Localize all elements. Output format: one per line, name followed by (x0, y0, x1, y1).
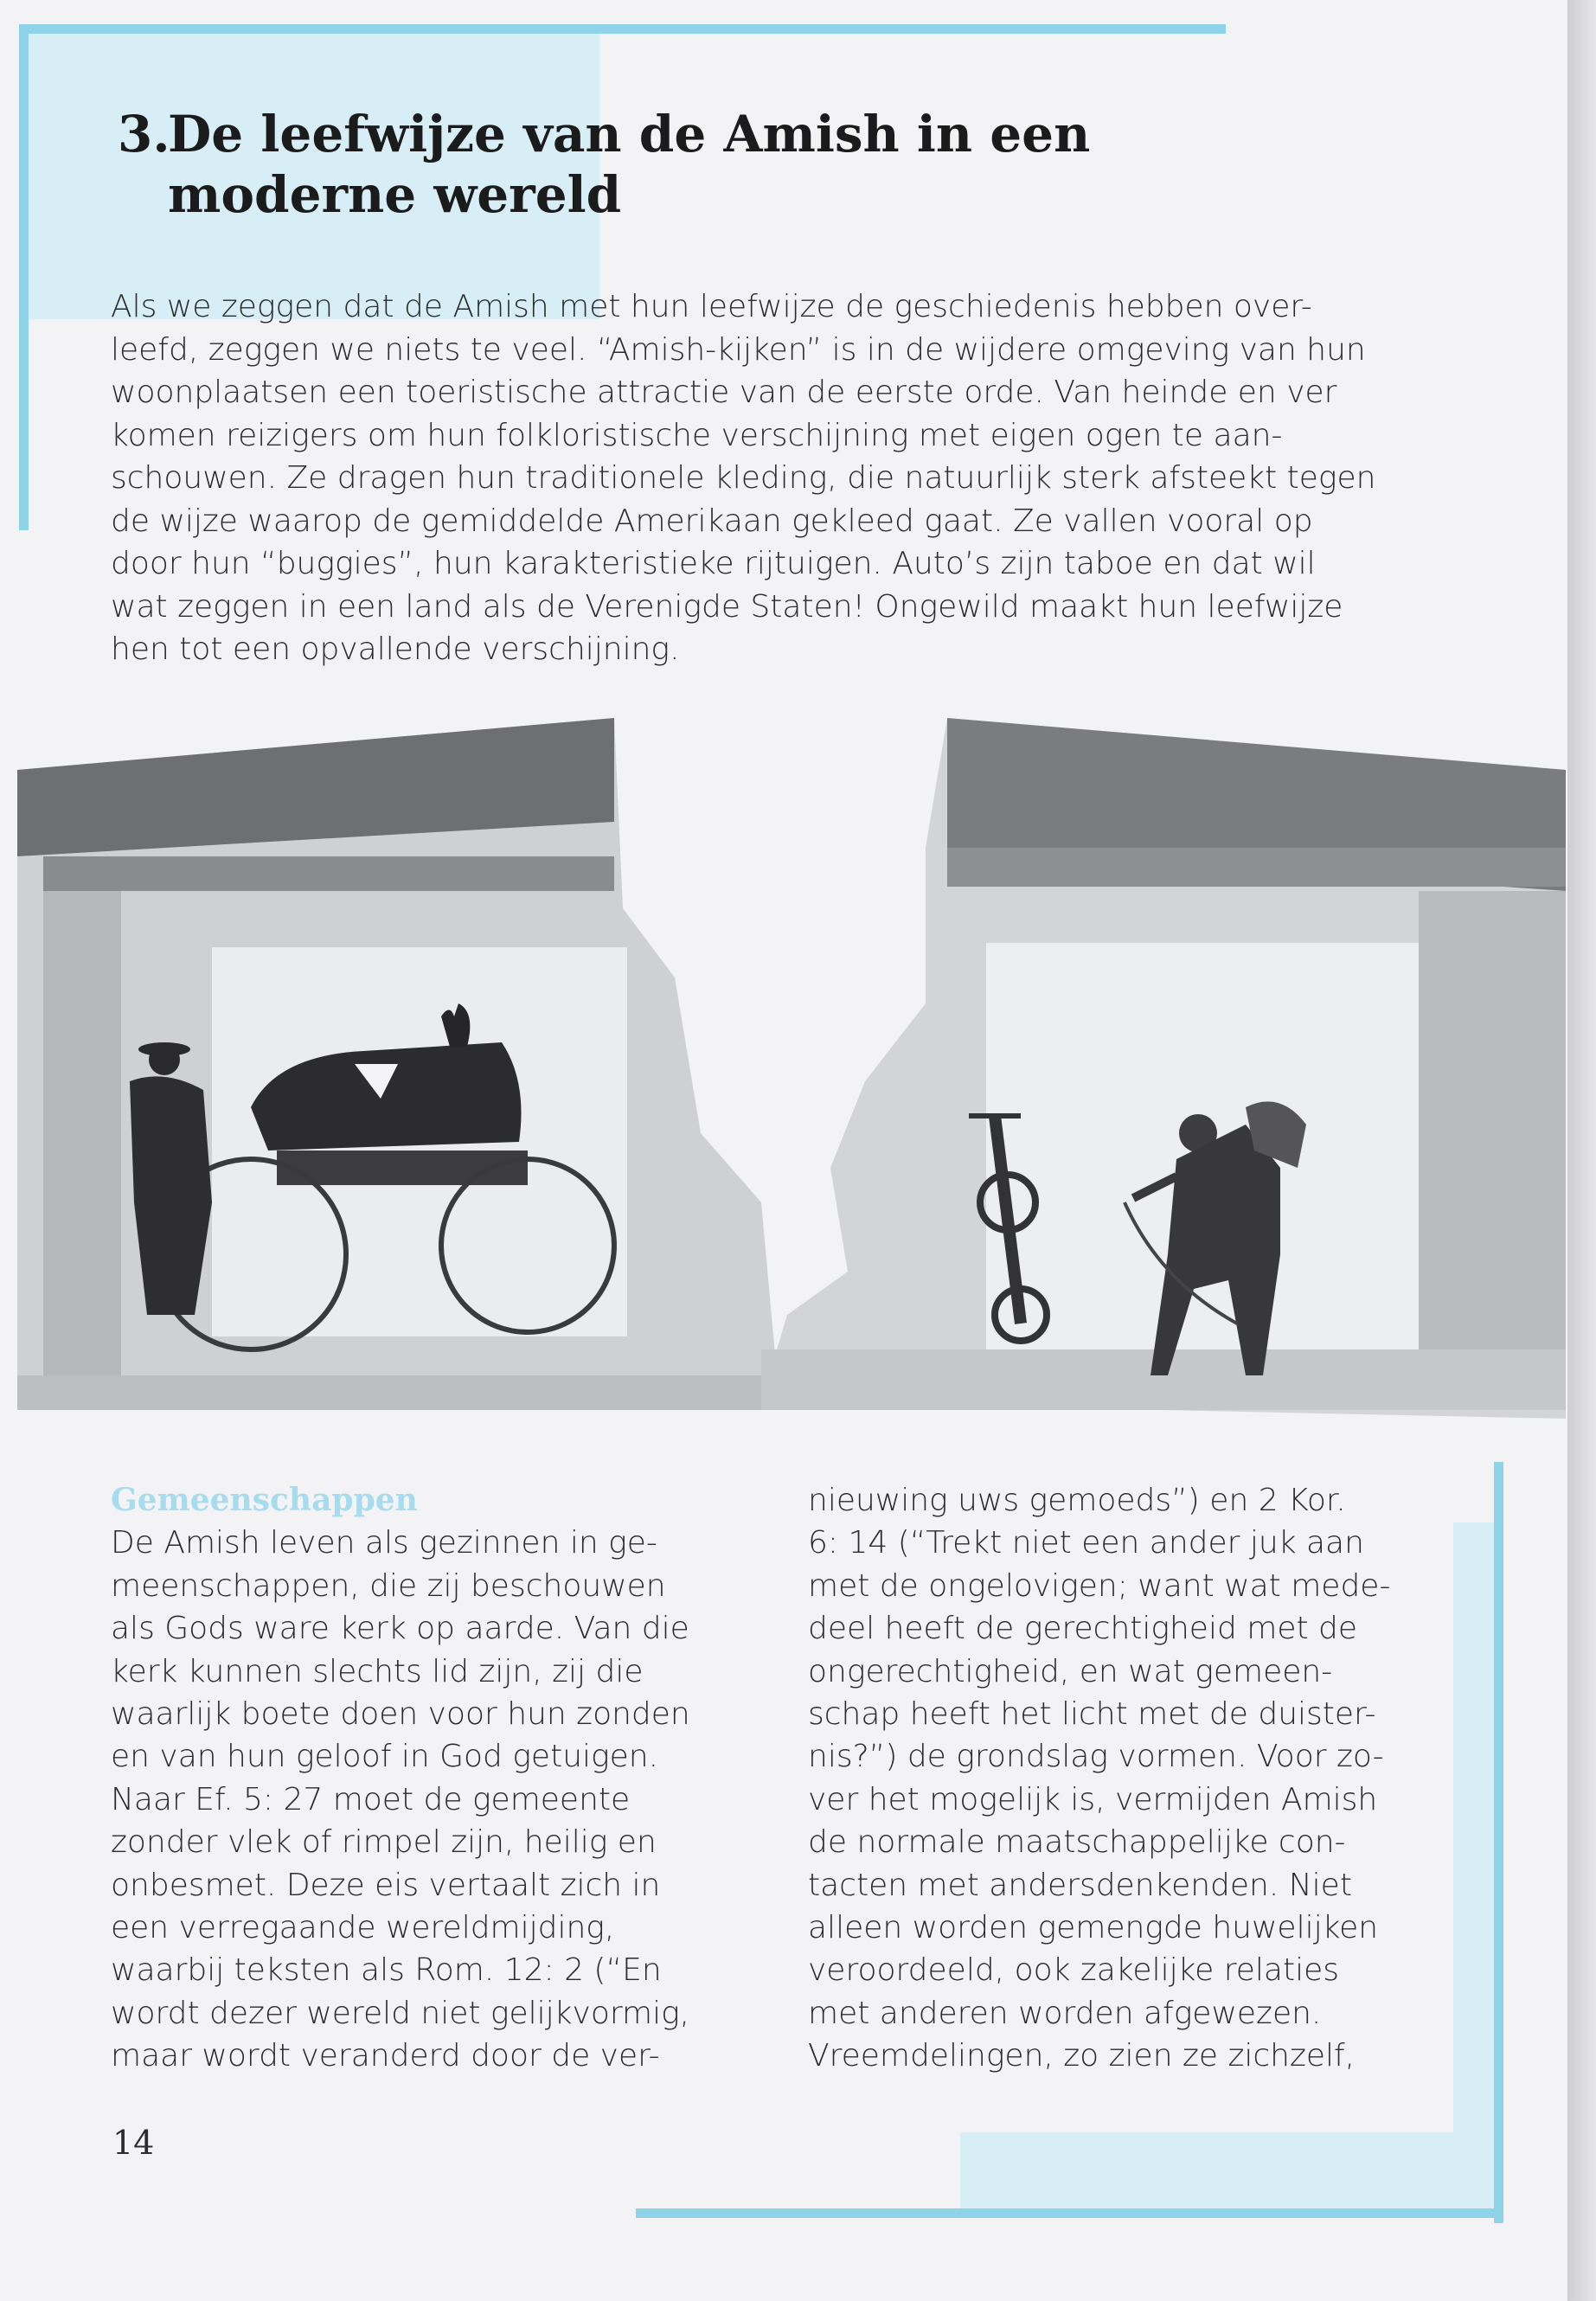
body-line: kerk kunnen slechts lid zijn, zij die (111, 1653, 644, 1689)
left-column (111, 1479, 734, 2078)
body-line: 6: 14 (“Trekt niet een ander juk aan (808, 1525, 1364, 1561)
body-line: als Gods ware kerk op aarde. Van die (111, 1611, 689, 1647)
chapter-title (119, 104, 1244, 225)
body-line: meenschappen, die zij beschouwen (111, 1567, 666, 1604)
intro-line: hen tot een opvallende verschijning. (111, 631, 680, 667)
body-line: tacten met andersdenkenden. Niet (808, 1867, 1352, 1903)
intro-line: leefd, zeggen we niets te veel. “Amish-kijken” is in de wijdere omgeving van hun (111, 331, 1366, 368)
intro-line: Als we zeggen dat de Amish met hun leefwijze de geschiedenis hebben over- (111, 289, 1312, 324)
body-line: zonder vlek of rimpel zijn, heilig en (111, 1824, 657, 1861)
right-column (808, 1479, 1474, 2078)
body-line: deel heeft de gerechtigheid met de (808, 1611, 1358, 1647)
body-line: nis?”) de grondslag vormen. Voor zo- (808, 1739, 1384, 1775)
body-line: veroordeeld, ook zakelijke relaties (808, 1952, 1339, 1989)
section-subheading: Gemeenschappen (111, 1482, 418, 1518)
body-line: maar wordt veranderd door de ver- (111, 2038, 660, 2074)
chapter-number: 3. (118, 105, 170, 163)
decorative-frame-shade-bottom (960, 2132, 1494, 2208)
intro-line: door hun “buggies”, hun karakteristieke rijtuigen. Auto’s zijn taboe en dat wil (111, 546, 1316, 581)
body-line: een verregaande wereldmijding, (111, 1910, 615, 1946)
photo-buggy-barn (17, 718, 779, 1436)
decorative-frame-right (1494, 1462, 1503, 2223)
body-line: Naar Ef. 5: 27 moet de gemeente (111, 1781, 631, 1817)
intro-line: woonplaatsen een toeristische attractie van de eerste orde. Van heinde en ver (111, 375, 1337, 410)
body-line: nieuwing uws gemoeds”) en 2 Kor. (808, 1483, 1346, 1518)
body-line: ver het mogelijk is, vermijden Amish (808, 1781, 1378, 1817)
chapter-title-line-1: De leefwijze van de Amish in een (168, 105, 1091, 163)
intro-line: wat zeggen in een land als de Verenigde Staten! Ongewild maakt hun leefwijze (111, 588, 1343, 625)
page-number: 14 (112, 2124, 155, 2162)
body-line: schap heeft het licht met de duister- (808, 1696, 1376, 1733)
decorative-frame-left (19, 24, 29, 530)
photo-pair (17, 718, 1566, 1436)
body-line: met de ongelovigen; want wat mede- (808, 1567, 1391, 1604)
body-line: met anderen worden afgewezen. (808, 1995, 1322, 2031)
decorative-frame-bottom (636, 2208, 1503, 2218)
body-line: onbesmet. Deze eis vertaalt zich in (111, 1867, 661, 1903)
body-line: en van hun geloof in God getuigen. (111, 1739, 659, 1775)
body-line: Vreemdelingen, zo zien ze zichzelf, (808, 2038, 1356, 2074)
intro-line: komen reizigers om hun folkloristische verschijning met eigen ogen te aan- (111, 417, 1283, 453)
body-line: de normale maatschappelijke con- (808, 1824, 1346, 1861)
body-line: alleen worden gemengde huwelijken (808, 1910, 1379, 1946)
body-line: waarbij teksten als Rom. 12: 2 (“En (111, 1952, 662, 1989)
body-line: De Amish leven als gezinnen in ge- (111, 1525, 657, 1561)
photo-washing-moped (761, 718, 1566, 1436)
intro-paragraph (111, 285, 1460, 671)
body-line: ongerechtigheid, en wat gemeen- (808, 1653, 1333, 1689)
body-line: waarlijk boete doen voor hun zonden (111, 1696, 690, 1733)
body-line: wordt dezer wereld niet gelijkvormig, (111, 1995, 690, 2031)
intro-line: schouwen. Ze dragen hun traditionele kleding, die natuurlijk sterk afsteekt tegen (111, 460, 1376, 496)
decorative-frame-top (19, 24, 1226, 34)
chapter-title-line-2: moderne wereld (168, 165, 622, 224)
page-edge-shadow (1567, 0, 1596, 2301)
intro-line: de wijze waarop de gemiddelde Amerikaan gekleed gaat. Ze vallen vooral op (111, 503, 1313, 539)
